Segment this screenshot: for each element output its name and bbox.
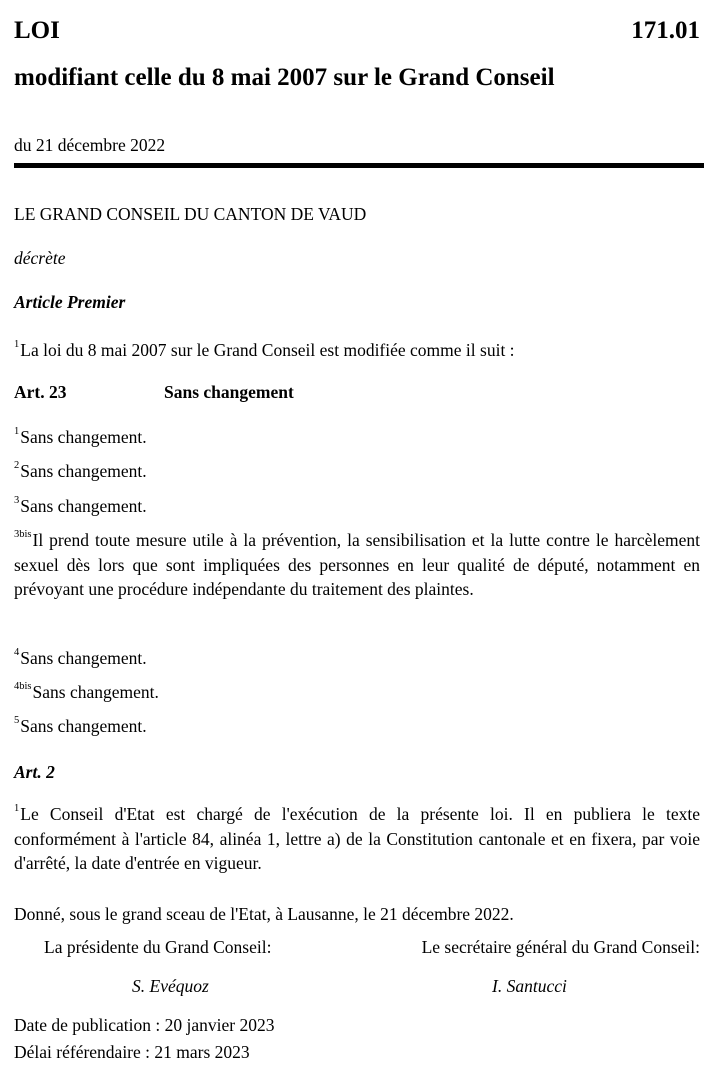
- given-statement: Donné, sous le grand sceau de l'Etat, à Lausanne, le 21 décembre 2022.: [14, 904, 514, 924]
- paragraph-number: 1: [14, 803, 20, 815]
- art23-paragraph-2: [14, 459, 147, 483]
- paragraph-text: Il prend toute mesure utile à la prévention, la sensibilisation et la lutte contre le harcèlement sexuel dès lors que sont impliquées des personnes en leur qualité de député, notamment en prévoyant une procédure indépendante du traitement des plaintes.: [14, 530, 700, 599]
- paragraph-number: 2: [14, 460, 20, 472]
- art23-paragraph-4bis: [14, 680, 159, 704]
- paragraph-text: La loi du 8 mai 2007 sur le Grand Conseil est modifiée comme il suit :: [20, 340, 515, 360]
- president-name: S. Evéquoz: [132, 976, 209, 996]
- president-role: La présidente du Grand Conseil:: [44, 937, 272, 957]
- art23-paragraph-4: [14, 646, 147, 670]
- paragraph-text: Sans changement.: [20, 716, 147, 736]
- art23-number: Art. 23: [14, 382, 67, 402]
- paragraph-number: 3: [14, 495, 20, 507]
- art23-heading: [14, 380, 700, 404]
- art2-heading: Art. 2: [14, 762, 55, 782]
- secretary-role: Le secrétaire général du Grand Conseil:: [421, 937, 700, 957]
- secretary-name: I. Santucci: [492, 976, 567, 996]
- paragraph-text: Sans changement.: [20, 648, 147, 668]
- art23-title: Sans changement: [164, 382, 294, 402]
- doc-date: du 21 décembre 2022: [14, 135, 166, 155]
- paragraph-text: Sans changement.: [32, 682, 159, 702]
- header-divider: [14, 163, 704, 168]
- paragraph-text: Sans changement.: [20, 427, 147, 447]
- art23-paragraph-1: [14, 425, 147, 449]
- header-row: [14, 14, 700, 48]
- article-premier-heading: Article Premier: [14, 292, 126, 312]
- art23-paragraph-3bis: [14, 528, 700, 602]
- doc-title: modifiant celle du 8 mai 2007 sur le Grand Conseil: [14, 64, 555, 91]
- publication-date: Date de publication : 20 janvier 2023: [14, 1015, 275, 1035]
- paragraph-number: 4: [14, 647, 20, 659]
- document-page: [14, 0, 700, 1068]
- enacting-authority: LE GRAND CONSEIL DU CANTON DE VAUD: [14, 204, 367, 224]
- signatory-names: [14, 974, 700, 998]
- paragraph-text: Le Conseil d'Etat est chargé de l'exécution de la présente loi. Il en publiera le texte conformément à l'article 84, alinéa 1, lettre a) de la Constitution cantonale et en fixera, par voie d'arrêté, la date d'entrée en vigueur.: [14, 804, 700, 873]
- paragraph-text: Sans changement.: [20, 461, 147, 481]
- enacting-word: décrète: [14, 248, 66, 268]
- signatory-roles: [14, 935, 700, 959]
- doc-type: LOI: [14, 17, 60, 44]
- paragraph-text: Sans changement.: [20, 496, 147, 516]
- doc-number: 171.01: [631, 17, 700, 44]
- paragraph-number: 3bis: [14, 529, 32, 541]
- art2-paragraph-1: [14, 802, 700, 876]
- paragraph-number: 1: [14, 426, 20, 438]
- art23-paragraph-3: [14, 494, 147, 518]
- paragraph-number: 5: [14, 715, 20, 727]
- paragraph-number: 4bis: [14, 681, 32, 693]
- referendum-deadline: Délai référendaire : 21 mars 2023: [14, 1042, 250, 1062]
- art23-paragraph-5: [14, 714, 147, 738]
- article-premier-paragraph: [14, 338, 515, 362]
- paragraph-number: 1: [14, 339, 20, 351]
